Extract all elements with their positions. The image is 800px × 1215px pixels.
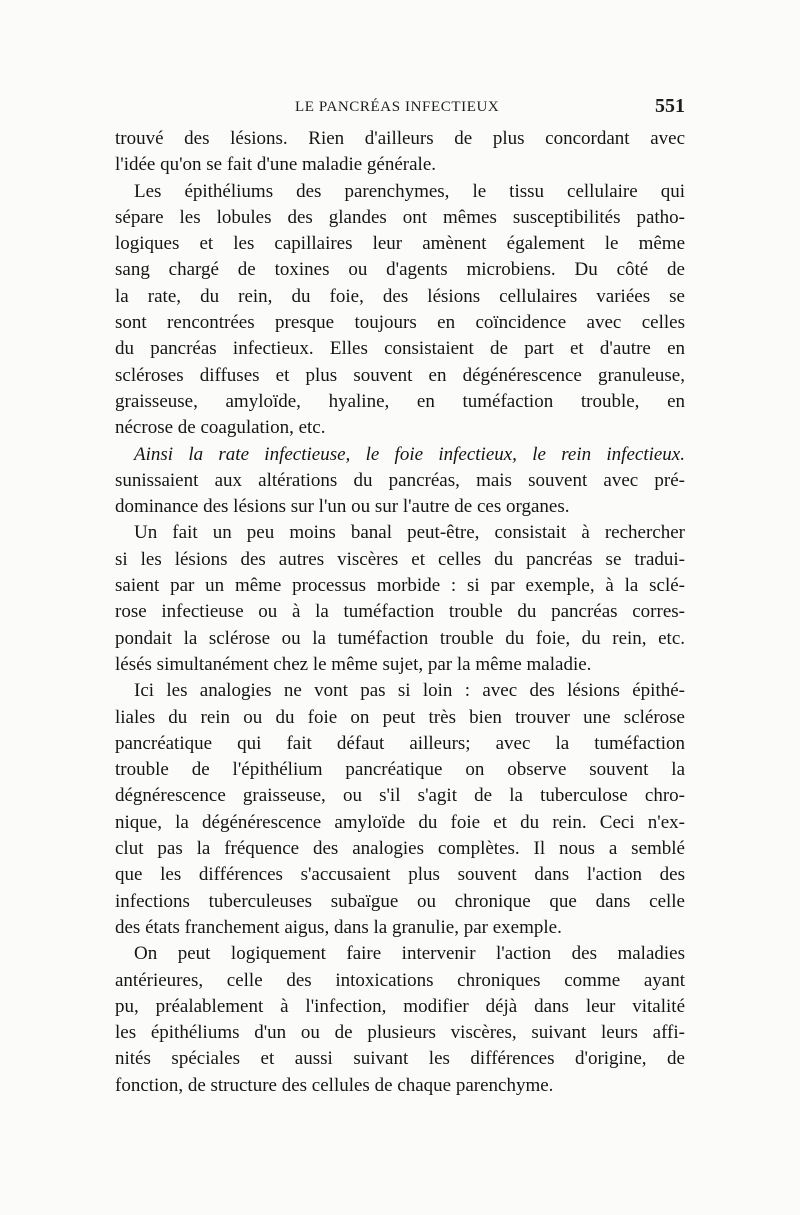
text-line: sunissaient aux altérations du pancréas, mais souvent avec pré- — [115, 469, 685, 491]
text-line: clut pas la fréquence des analogies complètes. Il nous a semblé — [115, 838, 685, 860]
text-line: infections tuberculeuses subaïgue ou chronique que dans celle — [115, 890, 685, 912]
text-line: dégnérescence graisseuse, ou s'il s'agit de la tuberculose chro- — [115, 785, 685, 807]
text-line: dominance des lésions sur l'un ou sur l'autre de ces organes. — [115, 496, 570, 518]
text-line: pancréatique qui fait défaut ailleurs; avec la tuméfaction — [115, 732, 685, 754]
text-line: logiques et les capillaires leur amènent également le même — [115, 233, 685, 255]
text-line: scléroses diffuses et plus souvent en dégénérescence granuleuse, — [115, 364, 685, 386]
text-line: liales du rein ou du foie on peut très bien trouver une sclérose — [115, 706, 685, 728]
text-line: la rate, du rein, du foie, des lésions cellulaires variées se — [115, 285, 685, 307]
text-line: Un fait un peu moins banal peut-être, consistait à rechercher — [134, 522, 685, 544]
text-line: nique, la dégénérescence amyloïde du foie et du rein. Ceci n'ex- — [115, 811, 685, 833]
text-line: des états franchement aigus, dans la granulie, par exemple. — [115, 916, 562, 938]
text-line: sont rencontrées presque toujours en coïncidence avec celles — [115, 312, 685, 334]
text-line: Les épithéliums des parenchymes, le tissu cellulaire qui — [134, 180, 685, 202]
text-line: nités spéciales et aussi suivant les différences d'origine, de — [115, 1048, 685, 1070]
text-line: lésés simultanément chez le même sujet, par la même maladie. — [115, 653, 592, 675]
text-line: nécrose de coagulation, etc. — [115, 417, 326, 439]
page-header — [115, 97, 685, 121]
text-line: pondait la sclérose ou la tuméfaction trouble du foie, du rein, etc. — [115, 627, 685, 649]
text-line-italic: Ainsi la rate infectieuse, le foie infectieux, le rein infectieux. — [134, 443, 685, 465]
running-title: LE PANCRÉAS INFECTIEUX — [295, 99, 500, 115]
text-line: du pancréas infectieux. Elles consistaient de part et d'autre en — [115, 338, 685, 360]
text-line: sang chargé de toxines ou d'agents microbiens. Du côté de — [115, 259, 685, 281]
text-line: les épithéliums d'un ou de plusieurs viscères, suivant leurs affi- — [115, 1022, 685, 1044]
text-line: pu, préalablement à l'infection, modifier déjà dans leur vitalité — [115, 995, 685, 1017]
text-line: graisseuse, amyloïde, hyaline, en tuméfaction trouble, en — [115, 390, 685, 412]
text-line: que les différences s'accusaient plus souvent dans l'action des — [115, 864, 685, 886]
text-line: antérieures, celle des intoxications chroniques comme ayant — [115, 969, 685, 991]
text-line: fonction, de structure des cellules de chaque parenchyme. — [115, 1074, 554, 1096]
text-line: si les lésions des autres viscères et celles du pancréas se tradui- — [115, 548, 685, 570]
text-line: trouvé des lésions. Rien d'ailleurs de plus concordant avec — [115, 128, 685, 149]
text-line: rose infectieuse ou à la tuméfaction trouble du pancréas corres- — [115, 601, 685, 623]
body-text — [115, 126, 685, 1099]
text-line: l'idée qu'on se fait d'une maladie générale. — [115, 154, 436, 176]
text-line: Ici les analogies ne vont pas si loin : avec des lésions épithé- — [134, 680, 685, 702]
page-number: 551 — [655, 95, 685, 117]
text-line: trouble de l'épithélium pancréatique on observe souvent la — [115, 759, 685, 781]
text-line: sépare les lobules des glandes ont mêmes susceptibilités patho- — [115, 206, 685, 228]
text-line: saient par un même processus morbide : si par exemple, à la sclé- — [115, 575, 685, 597]
text-line: On peut logiquement faire intervenir l'action des maladies — [134, 943, 685, 965]
